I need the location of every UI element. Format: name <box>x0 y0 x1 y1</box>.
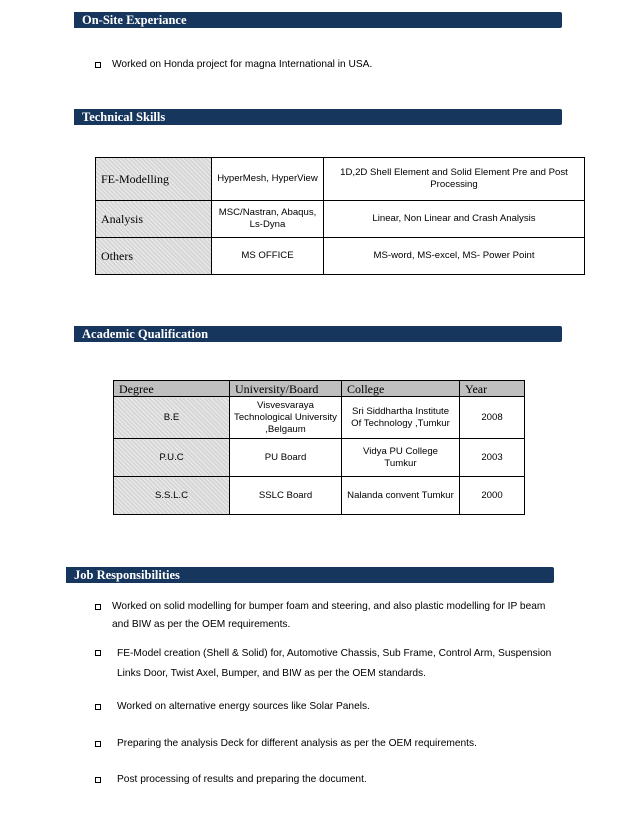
year-cell: 2008 <box>460 397 525 439</box>
table-row <box>96 158 585 201</box>
section-header-skills <box>74 109 562 125</box>
year-cell: 2003 <box>460 439 525 477</box>
section-title: Academic Qualification <box>82 327 209 341</box>
list-item: Post processing of results and preparing the document. <box>95 771 565 789</box>
skill-tools: MSC/Nastran, Abaqus, Ls-Dyna <box>212 201 324 238</box>
skill-details: MS-word, MS-excel, MS- Power Point <box>324 238 585 275</box>
table-header-row <box>114 381 525 397</box>
section-title: On-Site Experiance <box>82 13 187 27</box>
table-row <box>114 439 525 477</box>
checkbox-bullet-icon <box>95 604 101 610</box>
skills-table <box>95 157 585 275</box>
checkbox-bullet-icon <box>95 777 101 783</box>
skill-category: Analysis <box>96 201 212 238</box>
skill-tools: HyperMesh, HyperView <box>212 158 324 201</box>
checkbox-bullet-icon <box>95 741 101 747</box>
academic-table <box>113 380 525 515</box>
college-cell: Sri Siddhartha Institute Of Technology ,Tumkur <box>342 397 460 439</box>
table-row <box>114 397 525 439</box>
board-cell: PU Board <box>230 439 342 477</box>
skill-tools: MS OFFICE <box>212 238 324 275</box>
board-cell: Visvesvaraya Technological University ,Belgaum <box>230 397 342 439</box>
column-header: Degree <box>114 381 230 397</box>
degree-cell: S.S.L.C <box>114 477 230 515</box>
checkbox-bullet-icon <box>95 650 101 656</box>
column-header: Year <box>460 381 525 397</box>
section-title: Job Responsibilities <box>74 568 180 582</box>
board-cell: SSLC Board <box>230 477 342 515</box>
skill-category: Others <box>96 238 212 275</box>
checkbox-bullet-icon <box>95 704 101 710</box>
list-item: Worked on solid modelling for bumper foam and steering, and also plastic modelling for IP beam and BIW as per the OEM requirements. <box>95 598 565 634</box>
list-item: Worked on alternative energy sources like Solar Panels. <box>95 698 565 716</box>
column-header: University/Board <box>230 381 342 397</box>
table-row <box>114 477 525 515</box>
college-cell: Nalanda convent Tumkur <box>342 477 460 515</box>
skill-details: Linear, Non Linear and Crash Analysis <box>324 201 585 238</box>
degree-cell: B.E <box>114 397 230 439</box>
table-row <box>96 238 585 275</box>
list-item: Preparing the analysis Deck for different analysis as per the OEM requirements. <box>95 735 565 753</box>
section-header-academic <box>74 326 562 342</box>
list-item: FE-Model creation (Shell & Solid) for, Automotive Chassis, Sub Frame, Control Arm, Suspension Links Door, Twist Axel, Bumper, and BIW as per the OEM standards. <box>95 644 570 684</box>
list-item: Worked on Honda project for magna International in USA. <box>95 56 565 74</box>
section-header-onsite <box>74 12 562 28</box>
section-title: Technical Skills <box>82 110 166 124</box>
section-header-jobs <box>66 567 554 583</box>
year-cell: 2000 <box>460 477 525 515</box>
degree-cell: P.U.C <box>114 439 230 477</box>
college-cell: Vidya PU College Tumkur <box>342 439 460 477</box>
column-header: College <box>342 381 460 397</box>
table-row <box>96 201 585 238</box>
skill-category: FE-Modelling <box>96 158 212 201</box>
checkbox-bullet-icon <box>95 62 101 68</box>
skill-details: 1D,2D Shell Element and Solid Element Pre and Post Processing <box>324 158 585 201</box>
